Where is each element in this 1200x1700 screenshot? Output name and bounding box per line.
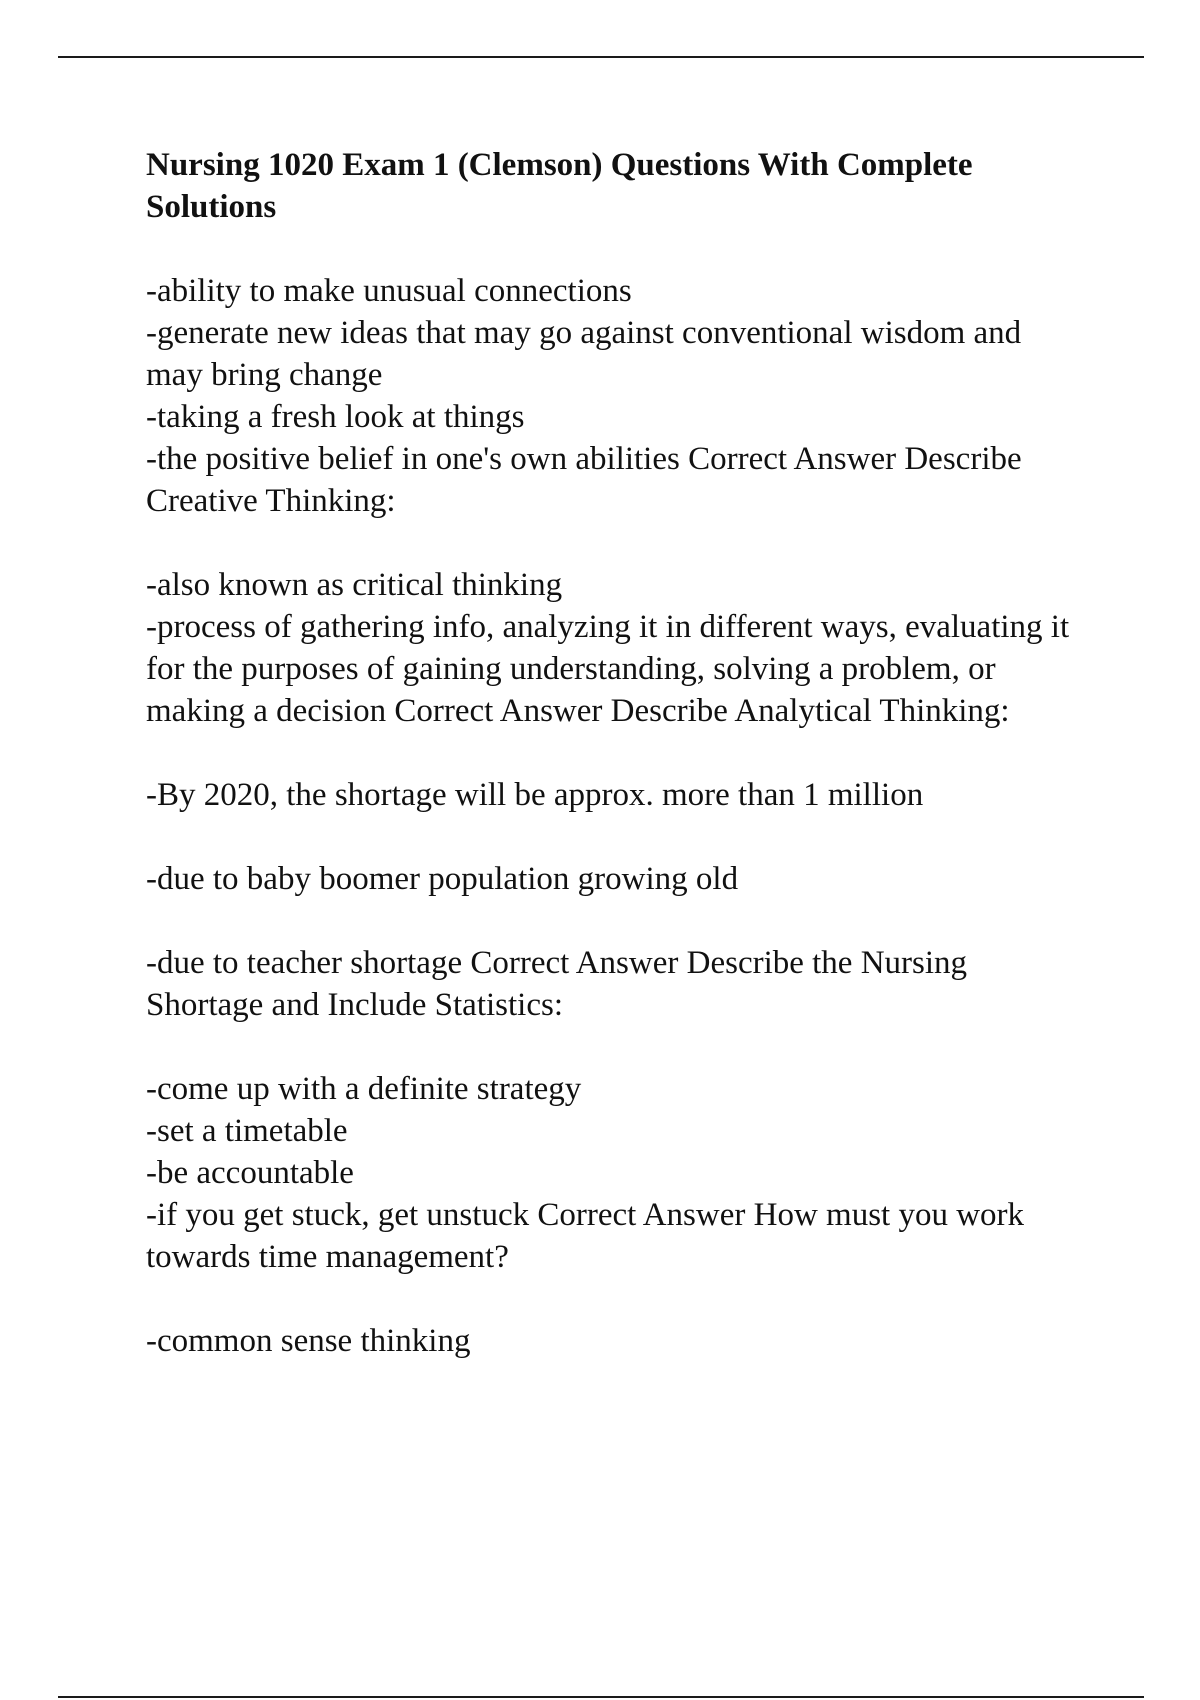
qa-block-analytical-thinking xyxy=(146,564,1086,732)
answer-line: -By 2020, the shortage will be approx. more than 1 million xyxy=(146,777,924,813)
answer-line: -due to teacher shortage Correct Answer Describe the Nursing Shortage and Include Statistics: xyxy=(146,945,968,1023)
answer-line: -the positive belief in one's own abilities Correct Answer Describe Creative Thinking: xyxy=(146,441,1022,519)
answer-line: -set a timetable xyxy=(146,1113,348,1149)
answer-line: -generate new ideas that may go against conventional wisdom and may bring change xyxy=(146,315,1022,393)
blank-line xyxy=(146,900,1086,942)
answer-line: -if you get stuck, get unstuck Correct Answer How must you work towards time management? xyxy=(146,1197,1025,1275)
answer-line: -due to baby boomer population growing old xyxy=(146,861,739,897)
qa-block-creative-thinking xyxy=(146,270,1086,522)
blank-line xyxy=(146,816,1086,858)
document-title: Nursing 1020 Exam 1 (Clemson) Questions With Complete Solutions xyxy=(146,147,973,225)
qa-block-nursing-shortage xyxy=(146,774,1086,1026)
answer-line: -be accountable xyxy=(146,1155,354,1191)
qa-block-common-sense xyxy=(146,1320,1086,1362)
qa-block-time-management xyxy=(146,1068,1086,1278)
answer-line: -common sense thinking xyxy=(146,1323,471,1359)
answer-line: -taking a fresh look at things xyxy=(146,399,525,435)
answer-line: -come up with a definite strategy xyxy=(146,1071,582,1107)
bottom-rule xyxy=(58,1696,1144,1698)
top-rule xyxy=(58,56,1144,58)
answer-line: -also known as critical thinking xyxy=(146,567,563,603)
document-body xyxy=(146,144,1086,1404)
answer-line: -process of gathering info, analyzing it in different ways, evaluating it for the purposes of gaining understanding, solving a problem, or making a decision Correct Answer Describe Analytical Thinking: xyxy=(146,609,1070,729)
answer-line: -ability to make unusual connections xyxy=(146,273,632,309)
